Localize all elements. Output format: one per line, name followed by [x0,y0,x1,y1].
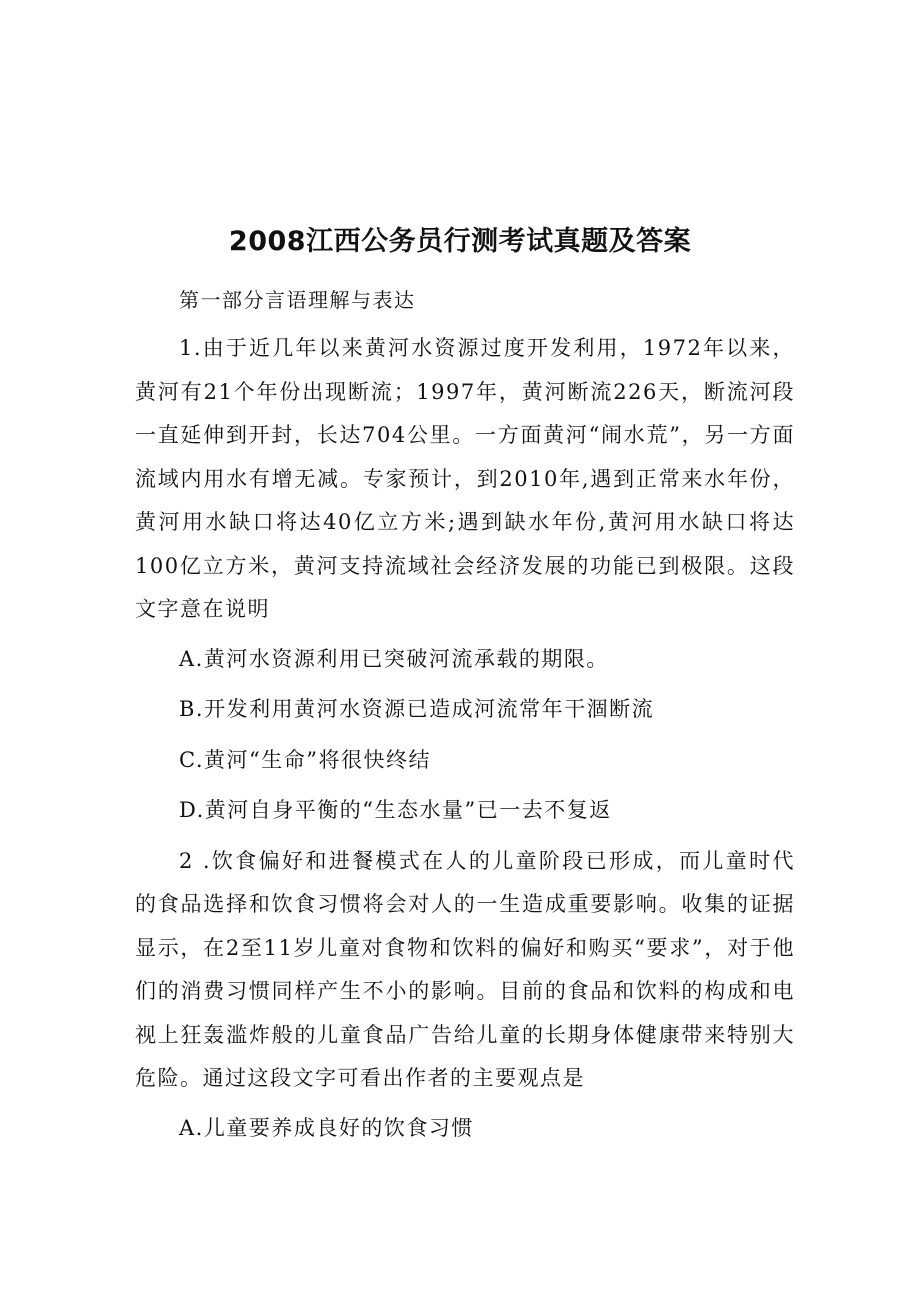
document-title: 2008江西公务员行测考试真题及答案 [228,226,692,257]
question-2-option-a: A.儿童要养成良好的饮食习惯 [179,1115,474,1140]
document-body [135,279,795,1157]
question-2-stem: 2 .饮食偏好和进餐模式在人的儿童阶段已形成，而儿童时代的食品选择和饮食习惯将会对人的一生造成重要影响。收集的证据显示，在2至11岁儿童对食物和饮料的偏好和购买“要求”，对于他们的消费习惯同样产生不小的影响。目前的食品和饮料的构成和电视上狂轰滥炸般的儿童食品广告给儿童的长期身体健康带来特别大危险。通过这段文字可看出作者的主要观点是 [135,848,795,1090]
question-1-stem: 1.由于近几年以来黄河水资源过度开发利用，1972年以来，黄河有21个年份出现断流；1997年，黄河断流226天，断流河段一直延伸到开封，长达704公里。一方面黄河“闹水荒”，另一方面流域内用水有增无减。专家预计，到2010年,遇到正常来水年份，黄河用水缺口将达40亿立方米;遇到缺水年份,黄河用水缺口将达100亿立方米，黄河支持流域社会经济发展的功能已到极限。这段文字意在说明 [135,336,795,621]
question-1-option-a: A.黄河水资源利用已突破河流承载的期限。 [179,646,609,671]
question-1-option-d: D.黄河自身平衡的“生态水量”已一去不复返 [179,798,612,822]
question-1-option-b: B.开发利用黄河水资源已造成河流常年干涸断流 [179,697,655,721]
section-heading: 第一部分言语理解与表达 [179,288,416,312]
question-1-option-c: C.黄河“生命”将很快终结 [179,747,431,772]
